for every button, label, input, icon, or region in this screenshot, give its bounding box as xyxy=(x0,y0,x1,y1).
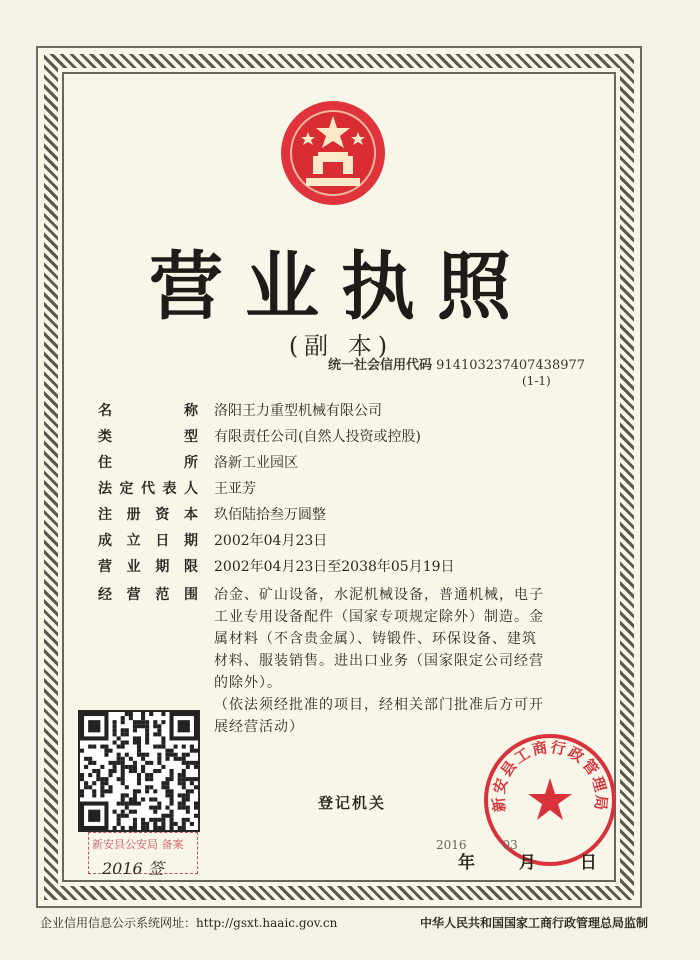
credit-code-value: 914103237407438977 xyxy=(436,358,586,373)
issue-date xyxy=(458,848,635,873)
field-key: 法定代表人 xyxy=(98,481,198,497)
field-row xyxy=(98,424,618,450)
field-row xyxy=(98,502,618,528)
field-key: 注册资本 xyxy=(98,507,198,523)
field-value: 王亚芳 xyxy=(214,481,256,497)
scope-line: 材料、服装销售。进出口业务（国家限定公司经营 xyxy=(214,653,544,669)
field-key: 成立日期 xyxy=(98,533,198,549)
credit-code-label: 统一社会信用代码 xyxy=(328,358,433,373)
serial-number: (1-1) xyxy=(522,374,551,388)
credit-code xyxy=(328,354,585,373)
field-row xyxy=(98,450,618,476)
field-key: 类型 xyxy=(98,429,198,445)
scope-line: 工业专用设备配件（国家专项规定除外）制造。金 xyxy=(214,609,544,625)
field-value: 玖佰陆拾叁万圆整 xyxy=(214,507,326,523)
scope-text xyxy=(214,584,584,738)
seal-text: 新安县工商行政管理局 xyxy=(489,738,611,813)
small-stamp: 新安县公安局 备案 xyxy=(88,832,198,874)
scope-line: 属材料（不含贵金属）、铸锻件、环保设备、建筑 xyxy=(214,631,537,647)
field-value: 洛阳王力重型机械有限公司 xyxy=(214,403,382,419)
day-label: 日 xyxy=(579,853,597,873)
footer-url: 企业信用信息公示系统网址：http://gsxt.haaic.gov.cn xyxy=(40,916,338,930)
month-label: 月 xyxy=(518,853,536,873)
handwritten-signature: 2016 签 xyxy=(102,859,164,878)
field-key: 名称 xyxy=(98,403,198,419)
field-row xyxy=(98,528,618,554)
field-list xyxy=(98,398,618,738)
qr-code[interactable] xyxy=(78,710,200,832)
registration-authority-label: 登记机关 xyxy=(318,794,387,812)
field-key: 住所 xyxy=(98,455,198,471)
field-key: 营业期限 xyxy=(98,559,198,575)
field-value: 有限责任公司(自然人投资或控股) xyxy=(214,429,421,445)
national-emblem-icon xyxy=(278,98,388,208)
print-date-year: 2016 xyxy=(436,838,467,852)
footer-issuer: 中华人民共和国国家工商行政管理总局监制 xyxy=(420,916,649,930)
field-row xyxy=(98,476,618,502)
field-row xyxy=(98,554,618,580)
field-value: 2002年04月23日至2038年05月19日 xyxy=(214,559,455,575)
field-value: 2002年04月23日 xyxy=(214,533,328,549)
scope-key: 经营范围 xyxy=(98,587,198,603)
document-subtitle: (副 本) xyxy=(288,332,394,360)
scope-line: 冶金、矿山设备，水泥机械设备，普通机械，电子 xyxy=(214,587,544,603)
scope-line: 展经营活动） xyxy=(214,719,304,735)
scope-line: （依法须经批准的项目，经相关部门批准后方可开 xyxy=(214,697,544,713)
license-sheet xyxy=(36,46,642,908)
field-row xyxy=(98,398,618,424)
print-date-month: 03 xyxy=(502,838,518,852)
field-value: 洛新工业园区 xyxy=(214,455,298,471)
year-label: 年 xyxy=(458,853,475,873)
document-title: 营业执照 xyxy=(149,244,533,330)
scope-line: 的除外）。 xyxy=(214,675,282,691)
